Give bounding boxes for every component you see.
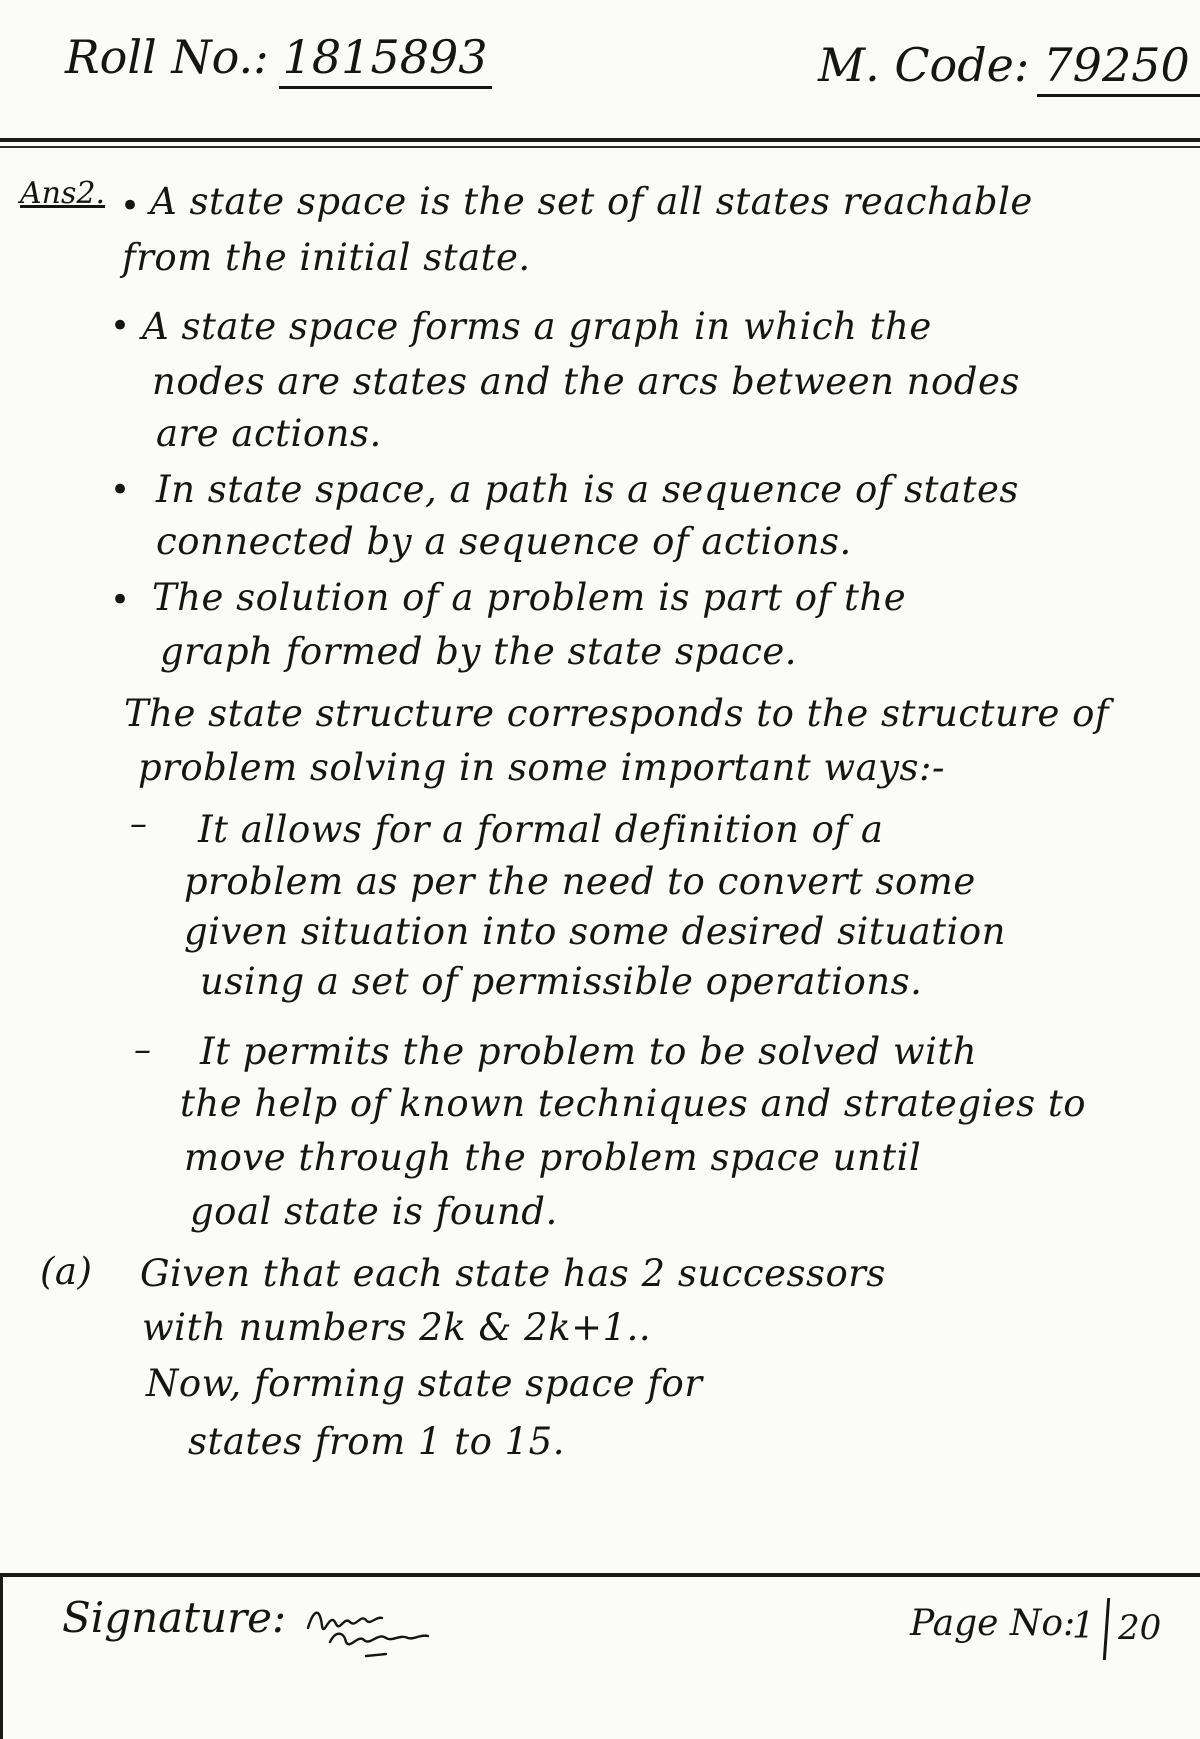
roll-number — [65, 30, 492, 84]
answer-line: are actions. — [156, 412, 382, 455]
mcode-label: M. Code: — [818, 38, 1030, 92]
answer-line: with numbers 2k & 2k+1.. — [142, 1306, 652, 1349]
answer-line: states from 1 to 15. — [188, 1420, 565, 1463]
answer-line: problem as per the need to convert some — [184, 860, 976, 903]
part-label: (a) — [40, 1250, 93, 1293]
answer-line: graph formed by the state space. — [160, 630, 798, 673]
bullet-dot: • — [110, 306, 131, 346]
answer-line: given situation into some desired situation — [184, 910, 1006, 953]
answer-line: using a set of permissible operations. — [200, 960, 923, 1003]
answer-line: nodes are states and the arcs between nodes — [152, 360, 1020, 403]
mcode-value: 79250 — [1037, 38, 1200, 97]
answer-label: Ans2. — [20, 176, 106, 211]
page-current: 1 — [1072, 1606, 1095, 1647]
left-margin-line — [0, 1577, 3, 1739]
dash-marker: – — [130, 804, 147, 844]
dash-marker: – — [134, 1030, 151, 1070]
bullet-dot: • — [120, 186, 141, 226]
answer-line: the help of known techniques and strategies to — [180, 1082, 1087, 1125]
header-divider — [0, 138, 1200, 142]
answer-line: from the initial state. — [122, 236, 531, 279]
answer-line: goal state is found. — [190, 1190, 558, 1233]
answer-line: move through the problem space until — [184, 1136, 922, 1179]
page-number-divider — [1103, 1598, 1110, 1660]
footer-divider — [0, 1573, 1200, 1577]
answer-line: Now, forming state space for — [146, 1362, 703, 1405]
answer-line: A state space forms a graph in which the — [142, 305, 932, 348]
answer-line: The state structure corresponds to the structure of — [124, 692, 1110, 735]
answer-line: It permits the problem to be solved with — [200, 1030, 978, 1073]
roll-label: Roll No.: — [65, 30, 269, 84]
roll-value: 1815893 — [279, 30, 492, 89]
signature-image — [300, 1598, 440, 1662]
bullet-dot: • — [110, 470, 131, 510]
answer-line: A state space is the set of all states reachable — [150, 180, 1033, 223]
signature-label: Signature: — [62, 1593, 287, 1642]
answer-line: In state space, a path is a sequence of states — [156, 468, 1019, 511]
sheet-header — [0, 0, 1200, 140]
answer-line: It allows for a formal definition of a — [198, 808, 884, 851]
bullet-dot: • — [110, 580, 131, 620]
answer-line: connected by a sequence of actions. — [156, 520, 852, 563]
page-number-label: Page No: — [910, 1603, 1076, 1644]
page-total: 20 — [1118, 1608, 1162, 1648]
answer-line: The solution of a problem is part of the — [152, 576, 907, 619]
m-code — [818, 38, 1200, 97]
answer-line: problem solving in some important ways:- — [138, 746, 945, 789]
header-divider-thin — [0, 146, 1200, 148]
answer-line: Given that each state has 2 successors — [140, 1252, 886, 1295]
